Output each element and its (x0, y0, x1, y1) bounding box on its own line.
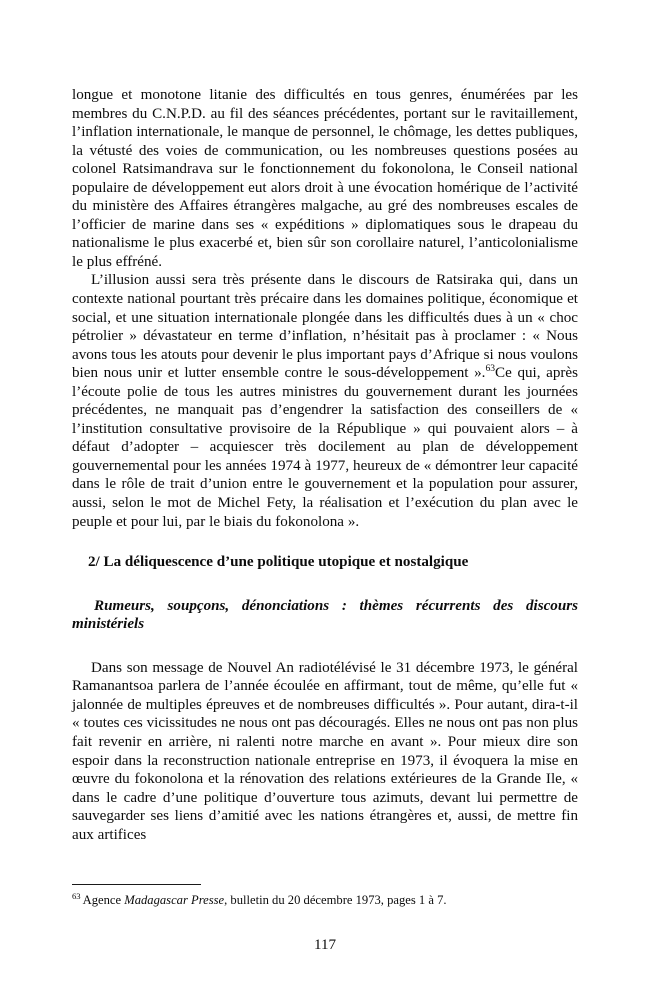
page-number: 117 (313, 937, 337, 953)
section-heading: 2/ La déliquescence d’une politique utopique et nostalgique (88, 554, 469, 571)
sub-heading: Rumeurs, soupçons, dénonciations : thèmes récurrents des discours ministériels (72, 597, 578, 633)
spacer-before-sub-heading (72, 572, 578, 597)
footnote-text-before-title: Agence (82, 893, 125, 907)
body-paragraph-3: Dans son message de Nouvel An radiotélévisé le 31 décembre 1973, le général Ramanantsoa parlera de l’année écoulée en affirmant, tout de même, qu’elle fut « jalonnée de multiples épreuves et de nombreuses difficultés ». Pour autant, dira-t-il « toutes ces vicissitudes ne nous ont pas découragés. Elles ne nous ont pas non plus fait revenir en arrière, ni ralenti notre marche en avant ». Pour mieux dire son espoir dans la reconstruction nationale entreprise en 1973, il évoquera la mise en œuvre du fokonolona et la rénovation des relations extérieures de la Grande Ile, « dans le cadre d’une politique d’ouverture tous azimuts, devant lui permettre de sauvegarder ses liens d’amitié avec les nations étrangères et, aussi, de mettre fin aux artifices (72, 659, 578, 843)
spacer-before-section-heading (72, 531, 578, 553)
footnote-publication-title: Madagascar Presse (124, 893, 225, 907)
paragraph-2-text-after-footnote: Ce qui, après l’écoute polie de tous les autres ministres du gouvernement durant les journées précédentes, ne manquait pas d’engendrer la satisfaction des conseillers de « l’institution consultative provisoire de la République » qui pouvaient alors – à défaut d’adopter – acquiescer très docilement au plan de développement gouvernemental pour les années 1974 à 1977, heureux de « démontrer leur capacité dans le rôle de trait d’union entre le gouvernement et la population pour assurer, aussi, selon le mot de Michel Fety, la réalisation et l’exécution du plan avec le peuple et pour lui, par le biais du fokonolona ». (72, 365, 579, 530)
footnote-separator-rule (72, 884, 201, 885)
footnote-reference-63[interactable]: 63 (485, 363, 496, 375)
paragraph-2-text-before-footnote: L’illusion aussi sera très présente dans le discours de Ratsiraka qui, dans un contexte national pourtant très précaire dans les domaines politique, économique et social, et une situation internationale plongée dans les difficultés dues à un « choc pétrolier » dévastateur en terme d’inflation, n’hésitait pas à proclamer : « Nous avons tous les atouts pour devenir le plus important pays d’Afrique si nous voulons bien nous unir et lutter ensemble contre le sous-développement ». (72, 272, 578, 382)
footnote-area (72, 884, 578, 908)
footnote-marker: 63 (72, 890, 81, 901)
page-body-content (72, 86, 578, 844)
body-paragraph-2 (72, 271, 578, 531)
spacer-before-paragraph-3 (72, 634, 578, 659)
body-paragraph-1: longue et monotone litanie des difficultés en tous genres, énumérées par les membres du C.N.P.D. au fil des séances précédentes, portant sur le ravitaillement, l’inflation internationale, le manque de personnel, le chômage, les dettes publiques, la vétusté des voies de communication, ou les nombreuses questions posées au colonel Ratsimandrava sur le fonctionnement du fokonolona, le Conseil national populaire de développement eut alors droit à une évocation homérique de l’activité du ministère des Affaires étrangères malgache, au gré des nombreuses escales de l’officier de marine dans ses « expéditions » diplomatiques sous le drapeau du nationalisme le plus exacerbé et, bien sûr son corollaire naturel, l’anticolonialisme le plus effréné. (72, 87, 578, 270)
footnote-entry (72, 892, 578, 908)
footnote-text-after-title: , bulletin du 20 décembre 1973, pages 1 à 7. (224, 893, 447, 907)
